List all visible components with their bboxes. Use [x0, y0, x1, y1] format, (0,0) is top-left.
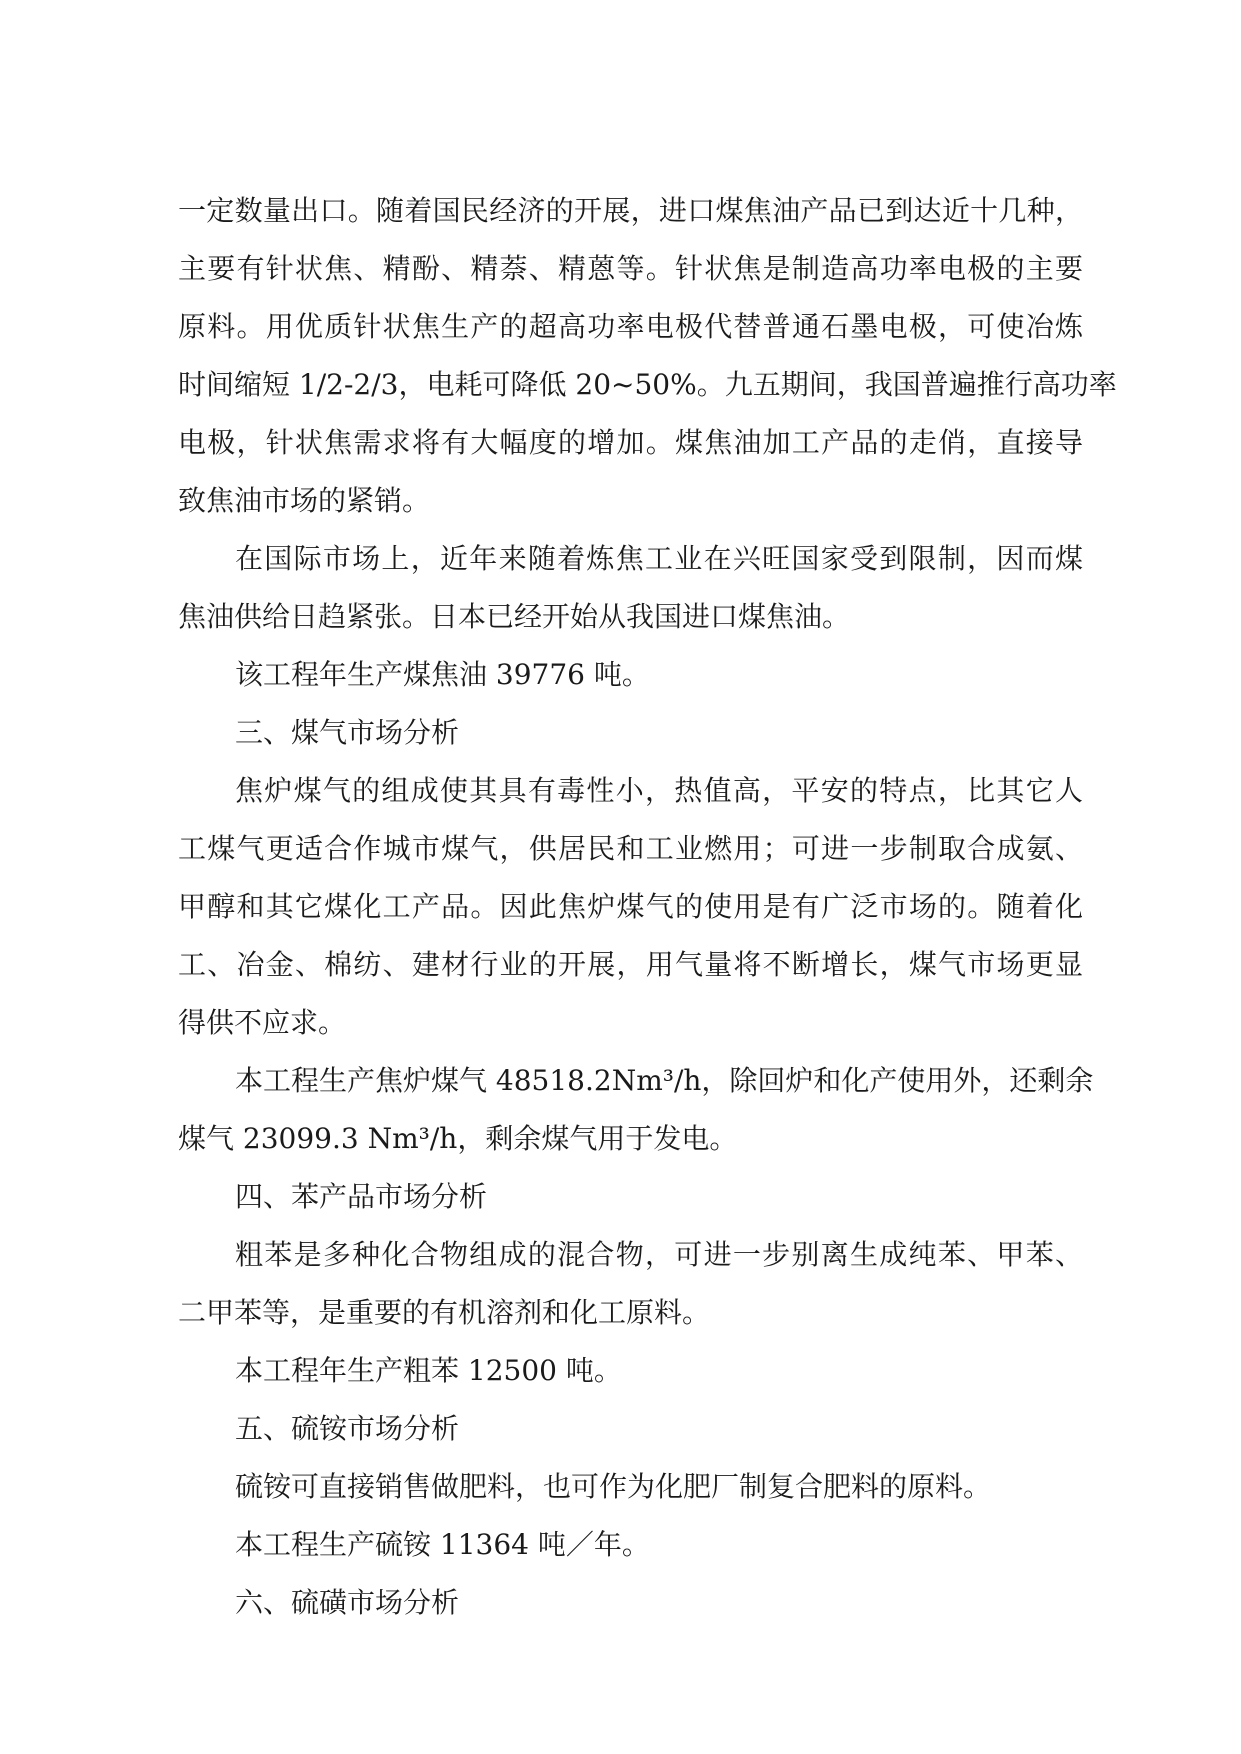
text-line: 甲醇和其它煤化工产品。因此焦炉煤气的使用是有广泛市场的。随着化 [178, 890, 1083, 923]
paragraph-international-market [178, 530, 1083, 646]
text-line: 焦炉煤气的组成使其具有毒性小，热值高，平安的特点，比其它人 [235, 774, 1083, 807]
text-line: 焦油供给日趋紧张。日本已经开始从我国进口煤焦油。 [178, 600, 851, 633]
paragraph-coal-tar-output [178, 646, 1083, 704]
section-heading: 六、硫磺市场分析 [235, 1586, 460, 1619]
section-heading: 五、硫铵市场分析 [235, 1412, 460, 1445]
paragraph-ammonium-sulfate-use [178, 1458, 1083, 1516]
text-line: 时间缩短 1/2-2/3，电耗可降低 20~50%。九五期间，我国普遍推行高功率 [178, 368, 1117, 401]
text-line: 一定数量出口。随着国民经济的开展，进口煤焦油产品已到达近十几种， [178, 194, 1083, 227]
text-line: 煤气 23099.3 Nm³/h，剩余煤气用于发电。 [178, 1122, 738, 1155]
text-line: 粗苯是多种化合物组成的混合物，可进一步别离生成纯苯、甲苯、 [235, 1238, 1083, 1271]
paragraph-coke-oven-gas [178, 762, 1083, 1052]
text-line: 本工程年生产粗苯 12500 吨。 [235, 1354, 622, 1387]
text-line: 致焦油市场的紧销。 [178, 484, 431, 517]
text-line: 主要有针状焦、精酚、精萘、精蒽等。针状焦是制造高功率电极的主要 [178, 252, 1083, 285]
text-line: 硫铵可直接销售做肥料，也可作为化肥厂制复合肥料的原料。 [235, 1470, 992, 1503]
text-line: 二甲苯等，是重要的有机溶剂和化工原料。 [178, 1296, 711, 1329]
paragraph-coal-tar-products [178, 182, 1117, 530]
paragraph-benzene-output [178, 1342, 1083, 1400]
text-line: 本工程生产硫铵 11364 吨／年。 [235, 1528, 650, 1561]
section-heading-sulfur-market [178, 1574, 1083, 1632]
text-line: 工、冶金、棉纺、建材行业的开展，用气量将不断增长，煤气市场更显 [178, 948, 1083, 981]
section-heading: 三、煤气市场分析 [235, 716, 460, 749]
text-line: 本工程生产焦炉煤气 48518.2Nm³/h，除回炉和化产使用外，还剩余 [235, 1064, 1094, 1097]
text-line: 原料。用优质针状焦生产的超高功率电极代替普通石墨电极，可使冶炼 [178, 310, 1083, 343]
section-heading: 四、苯产品市场分析 [235, 1180, 488, 1213]
text-line: 在国际市场上，近年来随着炼焦工业在兴旺国家受到限制，因而煤 [235, 542, 1083, 575]
section-heading-benzene-market [178, 1168, 1083, 1226]
paragraph-gas-output [178, 1052, 1094, 1168]
text-line: 工煤气更适合作城市煤气，供居民和工业燃用；可进一步制取合成氨、 [178, 832, 1083, 865]
paragraph-ammonium-sulfate-output [178, 1516, 1083, 1574]
text-line: 该工程年生产煤焦油 39776 吨。 [235, 658, 650, 691]
document-body [178, 182, 1117, 1632]
section-heading-ammonium-sulfate-market [178, 1400, 1083, 1458]
paragraph-crude-benzene [178, 1226, 1083, 1342]
text-line: 电极，针状焦需求将有大幅度的增加。煤焦油加工产品的走俏，直接导 [178, 426, 1083, 459]
text-line: 得供不应求。 [178, 1006, 347, 1039]
section-heading-gas-market [178, 704, 1083, 762]
